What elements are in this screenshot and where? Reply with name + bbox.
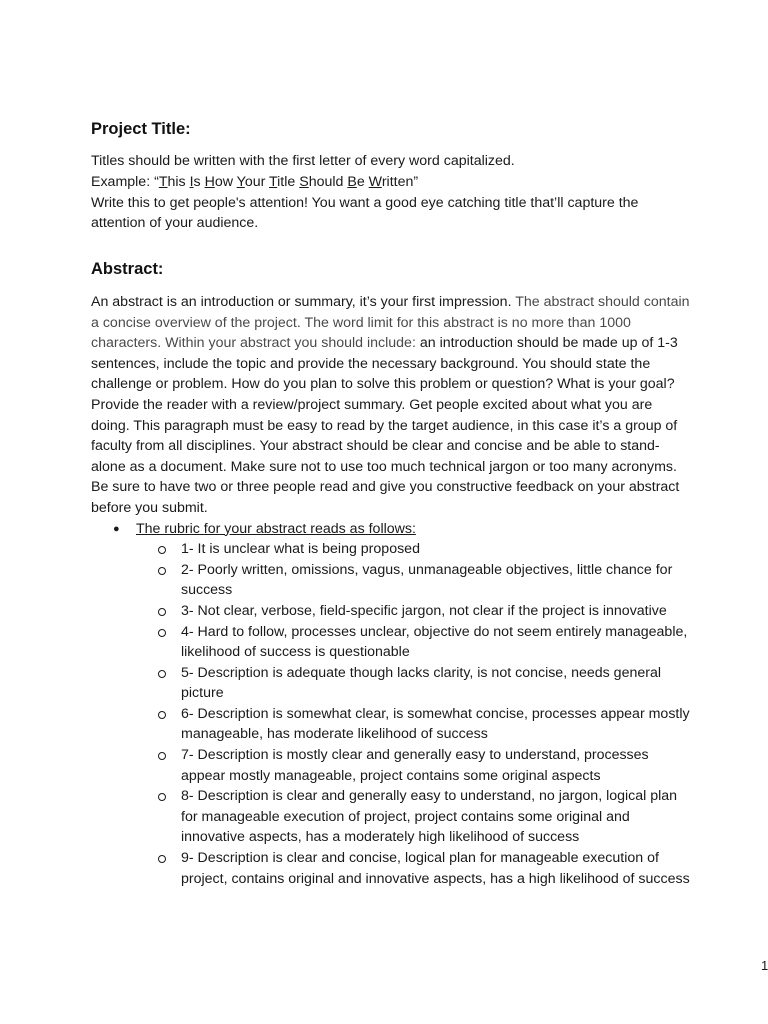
example-suffix: ” xyxy=(413,173,419,190)
rubric-item xyxy=(136,786,691,848)
rubric-item xyxy=(136,663,691,704)
circle-bullet-icon xyxy=(158,855,166,863)
rubric-heading: The rubric for your abstract reads as follows: xyxy=(136,520,416,537)
rubric-item-text: 2- Poorly written, omissions, vagus, unmanageable objectives, little chance for success xyxy=(181,561,673,599)
example-word-rest: s xyxy=(193,173,205,190)
project-title-section xyxy=(91,119,691,234)
circle-bullet-icon xyxy=(158,711,166,719)
circle-bullet-icon xyxy=(158,752,166,760)
rubric-item-text: 7- Description is mostly clear and generally easy to understand, processes appear mostly manageable, project contains some original aspects xyxy=(181,747,649,784)
rubric-item xyxy=(136,560,691,601)
abstract-paragraph xyxy=(91,292,691,519)
example-word-rest: his xyxy=(167,173,190,190)
example-word-initial: T xyxy=(158,173,168,190)
title-example xyxy=(91,172,691,193)
example-word-initial: Y xyxy=(236,173,245,190)
rubric-item xyxy=(136,848,691,889)
abstract-part-2: The abstract should contain a concise overview of the project. The word limit for this abstract is no more than 1000 characters. Within your abstract you should include: xyxy=(91,294,690,352)
circle-bullet-icon xyxy=(158,793,166,801)
page-number: 1 xyxy=(761,958,768,973)
rubric-list xyxy=(91,519,691,890)
rubric-item-text: 6- Description is somewhat clear, is somewhat concise, processes appear mostly manageable, has moderate likelihood of success xyxy=(181,705,690,743)
example-word-rest: our xyxy=(244,173,270,190)
project-title-body xyxy=(91,151,691,234)
rubric-item-text: 1- It is unclear what is being proposed xyxy=(181,541,420,558)
rubric-item xyxy=(136,745,691,786)
circle-bullet-icon xyxy=(158,608,166,616)
example-word-rest: ow xyxy=(214,173,237,190)
circle-bullet-icon xyxy=(158,670,166,678)
rubric-item-text: 4- Hard to follow, processes unclear, objective do not seem entirely manageable, likelihood of success is questionable xyxy=(181,623,688,661)
abstract-part-1: An abstract is an introduction or summary, it’s your first impression. xyxy=(91,294,516,310)
circle-bullet-icon xyxy=(158,546,166,554)
rubric-item-text: 3- Not clear, verbose, field-specific jargon, not clear if the project is innovative xyxy=(181,602,667,619)
example-word-initial: W xyxy=(368,173,382,190)
example-word-initial: S xyxy=(299,173,309,190)
example-word-rest: e xyxy=(356,173,369,190)
example-prefix: Example: “ xyxy=(91,173,159,190)
example-word-initial: T xyxy=(269,173,278,190)
abstract-section xyxy=(91,259,691,889)
title-instruction: Titles should be written with the first letter of every word capitalized. xyxy=(91,153,515,169)
rubric-item xyxy=(136,622,691,663)
example-word-rest: ritten xyxy=(381,173,414,190)
example-word-initial: H xyxy=(204,173,215,190)
rubric-item xyxy=(136,539,691,560)
rubric-list-item xyxy=(91,519,691,890)
example-word-rest: hould xyxy=(308,173,348,190)
circle-bullet-icon xyxy=(158,629,166,637)
title-advice: Write this to get people's attention! You want a good eye catching title that’ll capture the attention of your audience. xyxy=(91,194,639,232)
rubric-item xyxy=(136,704,691,745)
project-title-heading: Project Title: xyxy=(91,120,191,138)
abstract-part-3: an introduction should be made up of 1-3 sentences, include the topic and provide the necessary background. You should state the challenge or problem. How do you plan to solve this problem or question? What is your goal? Provide the reader with a review/project summary. Get people excited about what you are doing. This paragraph must be easy to read by the target audience, in this case it’s a group of faculty from all disciplines. Your abstract should be clear and concise and be able to stand-alone as a document. Make sure not to use too much technical jargon or too many acronyms. Be sure to have two or three people read and give you constructive feedback on your abstract before you submit. xyxy=(91,335,680,516)
rubric-item-text: 9- Description is clear and concise, logical plan for manageable execution of project, contains original and innovative aspects, has a high likelihood of success xyxy=(181,850,690,887)
example-word-rest: itle xyxy=(277,173,300,190)
rubric-item-text: 8- Description is clear and generally easy to understand, no jargon, logical plan for manageable execution of project, project contains some original and innovative aspects, has a moderately high likelihood of success xyxy=(181,788,678,846)
example-title-words xyxy=(159,174,414,190)
rubric-item-text: 5- Description is adequate though lacks clarity, is not concise, needs general picture xyxy=(181,664,662,702)
circle-bullet-icon xyxy=(158,567,166,575)
rubric-item xyxy=(136,601,691,622)
example-word-initial: B xyxy=(347,173,357,190)
example-word-initial: I xyxy=(189,173,194,190)
bullet-icon: ● xyxy=(113,522,120,535)
abstract-heading: Abstract: xyxy=(91,260,164,278)
rubric-items-list xyxy=(136,539,691,889)
